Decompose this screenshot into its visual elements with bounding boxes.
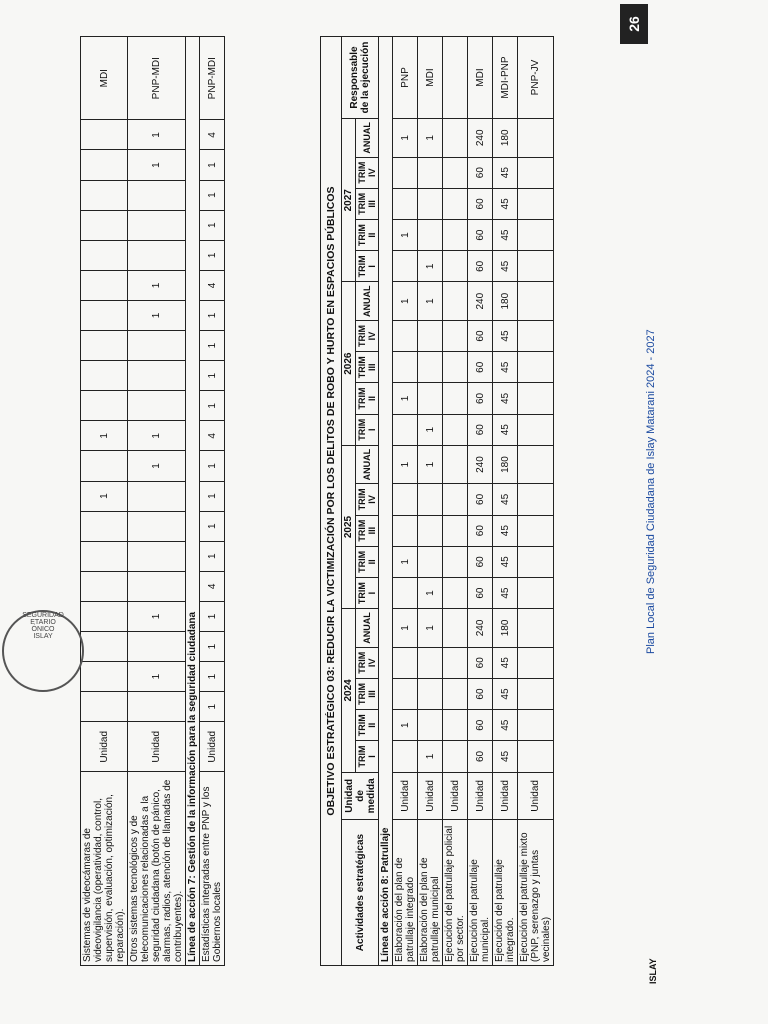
value-cell: [128, 511, 186, 541]
value-cell: 45: [493, 251, 518, 282]
value-cell: [128, 391, 186, 421]
value-cell: [518, 741, 554, 772]
value-cell: [128, 692, 186, 722]
unit-cell: Unidad: [468, 772, 493, 820]
activities-header: Actividades estratégicas: [342, 820, 379, 966]
page-number: 26: [620, 4, 648, 44]
value-cell: 1: [200, 240, 225, 270]
value-cell: [81, 120, 128, 150]
value-cell: 1: [128, 601, 186, 631]
value-cell: 1: [418, 251, 443, 282]
table-row: [443, 37, 468, 966]
responsible-header: Responsable de la ejecución: [342, 37, 379, 119]
value-cell: [518, 220, 554, 251]
period-header: ANUAL: [356, 282, 379, 321]
value-cell: 1: [128, 662, 186, 692]
value-cell: 60: [468, 546, 493, 577]
value-cell: [393, 320, 418, 351]
responsible-cell: PNP-MDI: [200, 37, 225, 120]
value-cell: 1: [200, 180, 225, 210]
seal-stamp: [2, 610, 84, 692]
value-cell: [81, 662, 128, 692]
period-header: TRIM IV: [356, 320, 379, 351]
action-line-7: Línea de acción 7: Gestión de la información para la seguridad ciudadana: [186, 37, 200, 966]
value-cell: [81, 571, 128, 601]
value-cell: 1: [81, 421, 128, 451]
value-cell: 1: [200, 692, 225, 722]
period-header: TRIM III: [356, 352, 379, 383]
value-cell: [518, 320, 554, 351]
value-cell: [418, 352, 443, 383]
value-cell: 240: [468, 282, 493, 321]
value-cell: [518, 352, 554, 383]
table-row: [81, 37, 128, 966]
period-header: TRIM IV: [356, 484, 379, 515]
value-cell: 45: [493, 320, 518, 351]
value-cell: [393, 251, 418, 282]
value-cell: [418, 157, 443, 188]
value-cell: [443, 546, 468, 577]
value-cell: 1: [200, 391, 225, 421]
value-cell: [443, 320, 468, 351]
value-cell: 180: [493, 282, 518, 321]
period-header: TRIM III: [356, 515, 379, 546]
value-cell: [518, 577, 554, 608]
value-cell: [81, 511, 128, 541]
value-cell: [393, 515, 418, 546]
value-cell: 45: [493, 352, 518, 383]
value-cell: 1: [128, 300, 186, 330]
value-cell: 180: [493, 445, 518, 484]
value-cell: [81, 361, 128, 391]
value-cell: 1: [200, 662, 225, 692]
value-cell: 1: [128, 150, 186, 180]
value-cell: [418, 220, 443, 251]
activity-cell: Otros sistemas tecnológicos y de telecomunicaciones relacionadas a la seguridad ciudadana (botón de pánico, alarmas, radios, atención de llamadas de contribuyentes).: [128, 772, 186, 966]
value-cell: [518, 515, 554, 546]
value-cell: 1: [128, 270, 186, 300]
value-cell: [443, 157, 468, 188]
activity-cell: Ejecución del patrullaje municipal.: [468, 820, 493, 966]
unit-cell: Unidad: [81, 722, 128, 772]
table-row: [468, 37, 493, 966]
value-cell: 1: [418, 741, 443, 772]
value-cell: [81, 631, 128, 661]
value-cell: 45: [493, 741, 518, 772]
period-header: ANUAL: [356, 119, 379, 158]
value-cell: 1: [418, 609, 443, 648]
period-header: TRIM II: [356, 383, 379, 414]
value-cell: [518, 546, 554, 577]
value-cell: [128, 541, 186, 571]
value-cell: 4: [200, 571, 225, 601]
unit-cell: Unidad: [443, 772, 468, 820]
value-cell: [518, 282, 554, 321]
value-cell: 1: [418, 119, 443, 158]
value-cell: 60: [468, 678, 493, 709]
value-cell: 60: [468, 220, 493, 251]
value-cell: 1: [393, 282, 418, 321]
value-cell: 45: [493, 515, 518, 546]
continuation-table: [80, 36, 225, 966]
value-cell: [518, 383, 554, 414]
value-cell: 1: [393, 383, 418, 414]
unit-cell: Unidad: [393, 772, 418, 820]
value-cell: [443, 352, 468, 383]
value-cell: [393, 188, 418, 219]
value-cell: [81, 210, 128, 240]
value-cell: 45: [493, 647, 518, 678]
value-cell: 240: [468, 445, 493, 484]
value-cell: [518, 609, 554, 648]
unit-cell: Unidad: [493, 772, 518, 820]
year-header: 2025: [342, 445, 356, 608]
value-cell: [418, 188, 443, 219]
value-cell: [393, 741, 418, 772]
value-cell: [418, 647, 443, 678]
value-cell: 1: [393, 220, 418, 251]
value-cell: 1: [418, 577, 443, 608]
activity-cell: Ejecución del patrullaje mixto (PNP, serenazgo y juntas vecinales): [518, 820, 554, 966]
value-cell: [443, 647, 468, 678]
period-header: TRIM III: [356, 678, 379, 709]
table-row: [518, 37, 554, 966]
value-cell: [393, 678, 418, 709]
value-cell: 4: [200, 270, 225, 300]
year-header: 2026: [342, 282, 356, 445]
value-cell: 1: [393, 710, 418, 741]
stamp-line: ISLAY: [33, 633, 53, 640]
value-cell: [418, 546, 443, 577]
objective-title: OBJETIVO ESTRATÉGICO 03: REDUCIR LA VICTIMIZACIÓN POR LOS DELITOS DE ROBO Y HURTO EN ESPACIOS PÚBLICOS: [321, 37, 342, 966]
value-cell: 240: [468, 609, 493, 648]
unit-cell: Unidad: [518, 772, 554, 820]
value-cell: [443, 119, 468, 158]
value-cell: 60: [468, 157, 493, 188]
value-cell: 1: [200, 481, 225, 511]
value-cell: 45: [493, 546, 518, 577]
value-cell: [518, 251, 554, 282]
period-header: TRIM III: [356, 188, 379, 219]
activity-cell: Sistemas de videocámaras de videovigilancia (operatividad, control, supervisión, evaluación, optimización, reparación).: [81, 772, 128, 966]
value-cell: 60: [468, 188, 493, 219]
value-cell: 1: [200, 300, 225, 330]
value-cell: [81, 300, 128, 330]
value-cell: 4: [200, 421, 225, 451]
responsible-cell: PNP-MDI: [128, 37, 186, 120]
value-cell: [418, 515, 443, 546]
value-cell: [443, 282, 468, 321]
value-cell: 45: [493, 383, 518, 414]
value-cell: 45: [493, 678, 518, 709]
value-cell: [443, 188, 468, 219]
value-cell: [393, 157, 418, 188]
value-cell: [518, 414, 554, 445]
value-cell: 240: [468, 119, 493, 158]
activity-cell: Estadísticas integradas entre PNP y los Gobiernos locales: [200, 772, 225, 966]
value-cell: [418, 320, 443, 351]
value-cell: 1: [128, 120, 186, 150]
value-cell: 45: [493, 484, 518, 515]
value-cell: 60: [468, 251, 493, 282]
table-row: [128, 37, 186, 966]
value-cell: 1: [393, 119, 418, 158]
value-cell: [443, 710, 468, 741]
value-cell: [443, 678, 468, 709]
period-header: ANUAL: [356, 609, 379, 648]
value-cell: 60: [468, 414, 493, 445]
value-cell: [393, 484, 418, 515]
value-cell: [128, 180, 186, 210]
value-cell: [443, 445, 468, 484]
activity-cell: Elaboración del plan de patrullaje municipal: [418, 820, 443, 966]
value-cell: [518, 647, 554, 678]
value-cell: [81, 331, 128, 361]
period-header: TRIM IV: [356, 647, 379, 678]
unit-cell: Unidad: [200, 722, 225, 772]
value-cell: 60: [468, 515, 493, 546]
value-cell: 1: [393, 609, 418, 648]
value-cell: [81, 391, 128, 421]
period-header: TRIM II: [356, 710, 379, 741]
value-cell: [443, 484, 468, 515]
value-cell: 1: [128, 451, 186, 481]
value-cell: [81, 270, 128, 300]
value-cell: 45: [493, 414, 518, 445]
period-header: TRIM I: [356, 741, 379, 772]
value-cell: [443, 251, 468, 282]
value-cell: [518, 678, 554, 709]
value-cell: 45: [493, 220, 518, 251]
value-cell: [81, 180, 128, 210]
year-header: 2024: [342, 609, 356, 772]
value-cell: [128, 361, 186, 391]
value-cell: 180: [493, 609, 518, 648]
responsible-cell: PNP: [393, 37, 418, 119]
value-cell: 60: [468, 710, 493, 741]
year-header: 2027: [342, 119, 356, 282]
activity-cell: Elaboración del plan de patrullaje integrado: [393, 820, 418, 966]
stamp-line: ETARIO: [30, 619, 56, 626]
value-cell: 1: [200, 210, 225, 240]
value-cell: [518, 157, 554, 188]
table-row: [493, 37, 518, 966]
value-cell: 60: [468, 383, 493, 414]
value-cell: 60: [468, 741, 493, 772]
value-cell: [81, 240, 128, 270]
responsible-cell: PNP-JV: [518, 37, 554, 119]
period-header: ANUAL: [356, 445, 379, 484]
activity-cell: Ejecución del patrullaje integrado.: [493, 820, 518, 966]
value-cell: [128, 210, 186, 240]
value-cell: [443, 515, 468, 546]
value-cell: [81, 541, 128, 571]
value-cell: 45: [493, 188, 518, 219]
unit-cell: Unidad: [128, 722, 186, 772]
responsible-cell: [443, 37, 468, 119]
value-cell: [418, 383, 443, 414]
value-cell: [443, 220, 468, 251]
value-cell: [128, 240, 186, 270]
value-cell: 60: [468, 484, 493, 515]
value-cell: [393, 647, 418, 678]
value-cell: 1: [128, 421, 186, 451]
value-cell: [418, 678, 443, 709]
value-cell: [518, 119, 554, 158]
value-cell: 1: [418, 414, 443, 445]
responsible-cell: MDI: [468, 37, 493, 119]
responsible-cell: MDI: [418, 37, 443, 119]
activity-cell: Ejecución del patrullaje policial por sector.: [443, 820, 468, 966]
value-cell: 1: [200, 331, 225, 361]
value-cell: [443, 577, 468, 608]
period-header: TRIM I: [356, 251, 379, 282]
value-cell: [393, 352, 418, 383]
value-cell: 1: [200, 511, 225, 541]
islay-logo: ISLAY: [648, 958, 658, 984]
value-cell: 1: [200, 601, 225, 631]
value-cell: 1: [418, 282, 443, 321]
value-cell: 1: [418, 445, 443, 484]
responsible-cell: MDI: [81, 37, 128, 120]
value-cell: [128, 481, 186, 511]
period-header: TRIM IV: [356, 157, 379, 188]
value-cell: 45: [493, 577, 518, 608]
value-cell: 1: [200, 451, 225, 481]
table-row: [393, 37, 418, 966]
value-cell: 60: [468, 320, 493, 351]
value-cell: [443, 414, 468, 445]
value-cell: 1: [393, 546, 418, 577]
value-cell: [518, 445, 554, 484]
footer-text: Plan Local de Seguridad Ciudadana de Islay Matarani 2024 - 2027: [645, 329, 657, 654]
value-cell: 1: [200, 541, 225, 571]
value-cell: 45: [493, 157, 518, 188]
value-cell: [81, 451, 128, 481]
value-cell: 60: [468, 647, 493, 678]
value-cell: [81, 692, 128, 722]
period-header: TRIM II: [356, 220, 379, 251]
action-line-8: Línea de acción 8: Patrullaje: [379, 37, 393, 966]
value-cell: [443, 609, 468, 648]
value-cell: [518, 710, 554, 741]
table-row: [200, 37, 225, 966]
stamp-line: ÓNICO: [31, 626, 55, 633]
value-cell: [128, 331, 186, 361]
value-cell: 1: [200, 150, 225, 180]
responsible-cell: MDI-PNP: [493, 37, 518, 119]
value-cell: [128, 571, 186, 601]
value-cell: 1: [393, 445, 418, 484]
value-cell: 1: [200, 631, 225, 661]
value-cell: [443, 383, 468, 414]
value-cell: 1: [200, 361, 225, 391]
unit-cell: Unidad: [418, 772, 443, 820]
stamp-line: SEGURIDAD: [22, 612, 64, 619]
value-cell: [393, 414, 418, 445]
value-cell: 1: [81, 481, 128, 511]
period-header: TRIM II: [356, 546, 379, 577]
value-cell: [443, 741, 468, 772]
value-cell: 60: [468, 352, 493, 383]
value-cell: [518, 484, 554, 515]
value-cell: [418, 710, 443, 741]
value-cell: 45: [493, 710, 518, 741]
value-cell: [518, 188, 554, 219]
value-cell: 180: [493, 119, 518, 158]
period-header: TRIM I: [356, 414, 379, 445]
period-header: TRIM I: [356, 577, 379, 608]
table-row: [418, 37, 443, 966]
unit-header: Unidad de medida: [342, 772, 379, 820]
value-cell: [128, 631, 186, 661]
value-cell: 4: [200, 120, 225, 150]
objective-03-table: [320, 36, 554, 966]
value-cell: [81, 150, 128, 180]
value-cell: [418, 484, 443, 515]
value-cell: 60: [468, 577, 493, 608]
value-cell: [81, 601, 128, 631]
value-cell: [393, 577, 418, 608]
